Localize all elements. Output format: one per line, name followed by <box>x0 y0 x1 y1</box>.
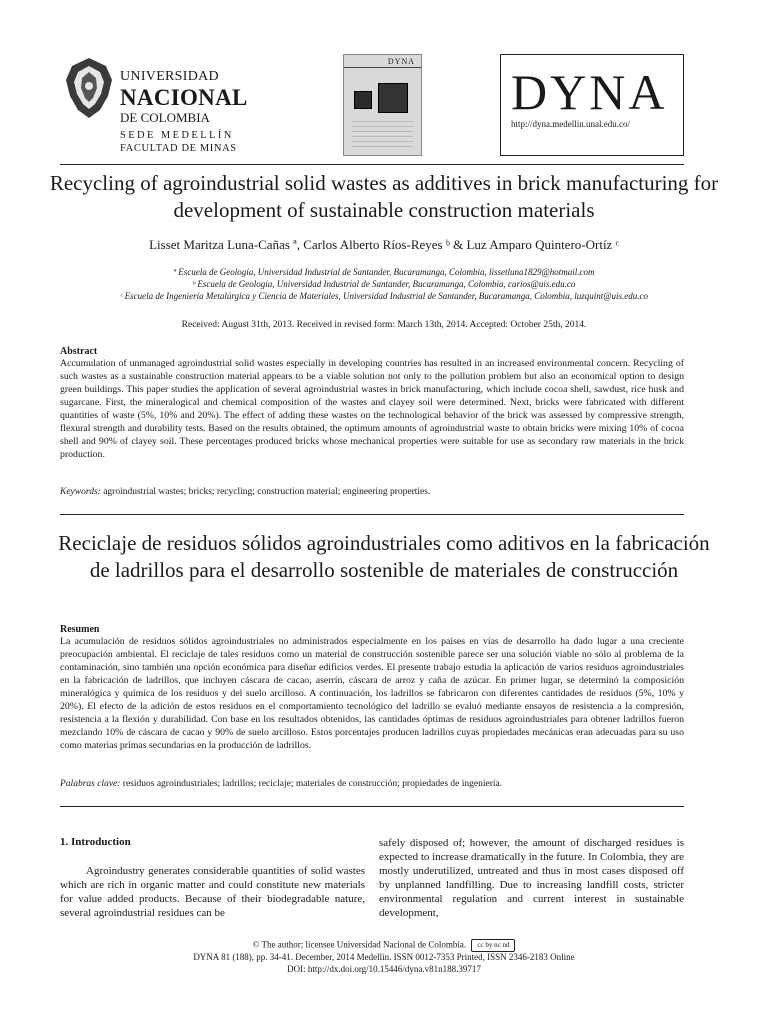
introduction-column-2: safely disposed of; however, the amount of discharged residues is expected to increase dramatically in the future. In Colombia, they are mostly underutilized, untreated and thus in most cases disposed off by unplanned landfilling. Due to increasing landfill costs, stricter environmental regulation and current interest in sustainable development, <box>379 837 684 919</box>
sede-label: SEDE MEDELLÍN <box>120 130 234 141</box>
creative-commons-badge: cc by nc nd <box>471 939 515 952</box>
authors: Lisset Maritza Luna-Cañas ª, Carlos Alberto Ríos-Reyes ᵇ & Luz Amparo Quintero-Ortíz ᶜ <box>149 237 619 252</box>
keywords-label: Keywords: <box>60 487 101 497</box>
university-line3: DE COLOMBIA <box>120 110 210 125</box>
journal-url[interactable]: http://dyna.medellin.unal.edu.co/ <box>511 119 630 129</box>
cover-image-cube-small <box>354 91 372 109</box>
cover-rule <box>344 67 421 68</box>
intro-divider <box>60 806 684 807</box>
palabras-text: residuos agroindustriales; ladrillos; reciclaje; materiales de construcción; propiedades de ingeniería. <box>122 779 503 789</box>
resumen-text: La acumulación de residuos sólidos agroindustriales no administrados especialmente en los países en vías de desarrollo ha dado lugar a una creciente preocupación ambiental. El reciclaje de tales residuos como un material de construcción sostenible parece ser una solución viable no sólo al problema de la contaminación, sino también una opción económica para diseñar edificios verdes. El presente trabajo estudia la aplicación de varios residuos agroindustriales en la fabricación de ladrillos, que incluyen cáscara de cacao, aserrín, cáscara de arroz y caña de azúcar. En primer lugar, se determinó la composición mineralógica y química de los residuos y del suelo arcilloso. A continuación, los ladrillos se fabricaron con diferentes cantidades de residuos (5%, 10% y 20%). El efecto de la adición de estos residuos en el comportamiento tecnológico del ladrillo se evaluó mediante ensayos de resistencia a la compresión, resistencia a la flexión y durabilidad. Con base en los resultados obtenidos, las cantidades óptimas de residuos agroindustriales para obtener ladrillos fueron mezclando 10% de cáscara de cacao y 90% de suelo arcilloso. Estos porcentajes producen ladrillos cuyas propiedades mecánicas eran adecuadas para su uso como materias primas secundarias en la producción de ladrillos. <box>60 636 684 751</box>
keywords-text: agroindustrial wastes; bricks; recycling; construction material; engineering properties. <box>103 487 431 497</box>
resumen-heading: Resumen <box>60 624 100 635</box>
abstract-heading: Abstract <box>60 346 98 357</box>
affiliation-b: ᵇ Escuela de Geología, Universidad Industrial de Santander, Bucaramanga, Colombia, carios@uis.edu.co <box>192 279 576 289</box>
university-line1: UNIVERSIDAD <box>120 69 219 84</box>
keywords <box>60 487 684 497</box>
article-title-en: Recycling of agroindustrial solid wastes as additives in brick manufacturing for development of sustainable construction materials <box>49 171 719 222</box>
affiliation-a: ª Escuela de Geología, Universidad Industrial de Santander, Bucaramanga, Colombia, lissetluna1829@hotmail.com <box>173 267 595 277</box>
license-line <box>60 939 708 952</box>
affiliations <box>60 266 708 302</box>
journal-name: DYNA <box>511 64 668 120</box>
article-title-es: Reciclaje de residuos sólidos agroindustriales como aditivos en la fabricación de ladrillos para el desarrollo sostenible de materiales de construcción <box>58 531 710 582</box>
affiliation-c: ᶜ Escuela de Ingeniería Metalúrgica y Ciencia de Materiales, Universidad Industrial de Santander, Bucaramanga, Colombia, luzquint@uis.edu.co <box>120 291 648 301</box>
university-name <box>120 70 248 154</box>
abstract-text: Accumulation of unmanaged agroindustrial solid wastes especially in developing countries has resulted in an increased environmental concern. Recycling of such wastes as a sustainable construction material appears to be a viable solution not only to the pollution problem but also an economical option to design green buildings. This paper studies the application of several agroindustrial wastes in brick manufacturing, which include cocoa shell, sawdust, rice husk and sugarcane. First, the mineralogical and chemical composition of the wastes and clayey soil were determined. Next, bricks were fabricated with different quantities of waste (5%, 10% and 20%). The effect of adding these wastes on the technological behavior of the brick was assessed by compressive strength, flexural strength and durability tests. Based on the results obtained, the optimum amounts of agroindustrial waste to obtain bricks were mixing 10% of cocoa shell and 90% of clayey soil. These percentages produced bricks whose mechanical properties were suitable for use as secondary raw materials in the brick production. <box>60 358 684 460</box>
university-line2: NACIONAL <box>120 85 248 110</box>
doi-line[interactable]: DOI: http://dx.doi.org/10.15446/dyna.v81n188.39717 <box>287 964 481 974</box>
license-text: © The author; licensee Universidad Nacional de Colombia. <box>252 939 467 950</box>
cover-text-lines <box>352 121 413 147</box>
citation-line: DYNA 81 (188), pp. 34-41. December, 2014 Medellín. ISSN 0012-7353 Printed, ISSN 2346-2183 Online <box>193 952 575 962</box>
received-dates: Received: August 31th, 2013. Received in revised form: March 13th, 2014. Accepted: October 25th, 2014. <box>181 320 587 330</box>
palabras-clave <box>60 779 684 789</box>
header-divider <box>60 164 684 165</box>
introduction-heading: 1. Introduction <box>60 836 131 848</box>
cover-label: DYNA <box>387 57 415 66</box>
palabras-label: Palabras clave: <box>60 779 121 789</box>
university-crest-logo <box>62 56 116 122</box>
facultad-label: FACULTAD DE MINAS <box>120 142 237 154</box>
introduction-column-1: Agroindustry generates considerable quantities of solid wastes which are rich in organic matter and could constitute new materials for value added products. Because of their biodegradable nature, several agroindustrial residues can be <box>60 865 365 919</box>
cover-image-cube-large <box>378 83 408 113</box>
journal-brand-box <box>500 54 684 156</box>
section-divider <box>60 514 684 515</box>
journal-cover-thumbnail <box>343 54 422 156</box>
